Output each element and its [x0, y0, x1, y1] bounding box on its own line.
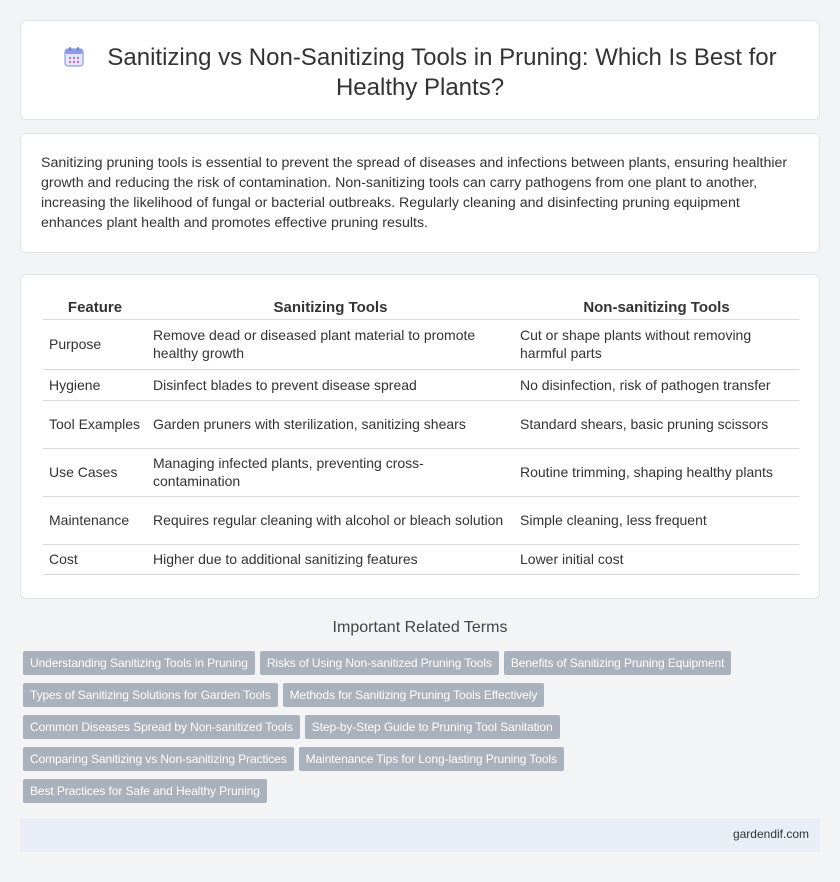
table-row: [43, 544, 799, 574]
cell-sanitizing: Disinfect blades to prevent disease spread: [147, 369, 514, 400]
header-sanitizing: Sanitizing Tools: [147, 297, 514, 319]
cell-feature: Cost: [43, 544, 147, 574]
related-tag[interactable]: Types of Sanitizing Solutions for Garden Tools: [23, 683, 278, 707]
related-tag[interactable]: Methods for Sanitizing Pruning Tools Effectively: [283, 683, 545, 707]
cell-feature: Purpose: [43, 319, 147, 369]
cell-non-sanitizing: No disinfection, risk of pathogen transfer: [514, 369, 799, 400]
table-row: [43, 448, 799, 496]
related-terms-list: [23, 651, 783, 811]
cell-feature: Maintenance: [43, 496, 147, 544]
related-tag[interactable]: Maintenance Tips for Long-lasting Pruning Tools: [299, 747, 564, 771]
header-non-sanitizing: Non-sanitizing Tools: [514, 297, 799, 319]
related-tag[interactable]: Benefits of Sanitizing Pruning Equipment: [504, 651, 731, 675]
table-row: [43, 496, 799, 544]
table-row: [43, 369, 799, 400]
page-title: Sanitizing vs Non-Sanitizing Tools in Pruning: Which Is Best for Healthy Plants?: [107, 44, 777, 101]
cell-sanitizing: Higher due to additional sanitizing features: [147, 544, 514, 574]
cell-non-sanitizing: Simple cleaning, less frequent: [514, 496, 799, 544]
comparison-table-card: [20, 274, 820, 599]
cell-sanitizing: Requires regular cleaning with alcohol or bleach solution: [147, 496, 514, 544]
calendar-icon: [63, 46, 85, 68]
table-header-row: [43, 297, 799, 319]
cell-feature: Use Cases: [43, 448, 147, 496]
cell-feature: Tool Examples: [43, 400, 147, 448]
footer-bar: [20, 818, 820, 852]
cell-non-sanitizing: Cut or shape plants without removing harmful parts: [514, 319, 799, 369]
page-title-wrap: [61, 43, 779, 103]
related-tag[interactable]: Best Practices for Safe and Healthy Pruning: [23, 779, 267, 803]
cell-sanitizing: Remove dead or diseased plant material to promote healthy growth: [147, 319, 514, 369]
related-tag[interactable]: Comparing Sanitizing vs Non-sanitizing Practices: [23, 747, 294, 771]
header-card: [20, 20, 820, 120]
related-terms-heading: Important Related Terms: [332, 619, 508, 636]
cell-non-sanitizing: Lower initial cost: [514, 544, 799, 574]
cell-sanitizing: Garden pruners with sterilization, sanitizing shears: [147, 400, 514, 448]
header-feature: Feature: [43, 297, 147, 319]
footer-site-link[interactable]: gardendif.com: [732, 827, 809, 841]
related-tag[interactable]: Step-by-Step Guide to Pruning Tool Sanitation: [305, 715, 560, 739]
intro-card: [20, 133, 820, 253]
related-tag[interactable]: Common Diseases Spread by Non-sanitized Tools: [23, 715, 300, 739]
cell-non-sanitizing: Standard shears, basic pruning scissors: [514, 400, 799, 448]
cell-feature: Hygiene: [43, 369, 147, 400]
table-row: [43, 400, 799, 448]
comparison-table: [43, 297, 799, 575]
table-row: [43, 319, 799, 369]
cell-sanitizing: Managing infected plants, preventing cross-contamination: [147, 448, 514, 496]
related-tag[interactable]: Risks of Using Non-sanitized Pruning Tools: [260, 651, 499, 675]
related-tag[interactable]: Understanding Sanitizing Tools in Pruning: [23, 651, 255, 675]
intro-paragraph: Sanitizing pruning tools is essential to prevent the spread of diseases and infections between plants, ensuring healthier growth and reducing the risk of contamination. Non-sanitizing tools can carry pathogens from one plant to another, increasing the likelihood of fungal or bacterial outbreaks. Regularly cleaning and disinfecting pruning equipment enhances plant health and promotes effective pruning results.: [41, 155, 788, 231]
cell-non-sanitizing: Routine trimming, shaping healthy plants: [514, 448, 799, 496]
